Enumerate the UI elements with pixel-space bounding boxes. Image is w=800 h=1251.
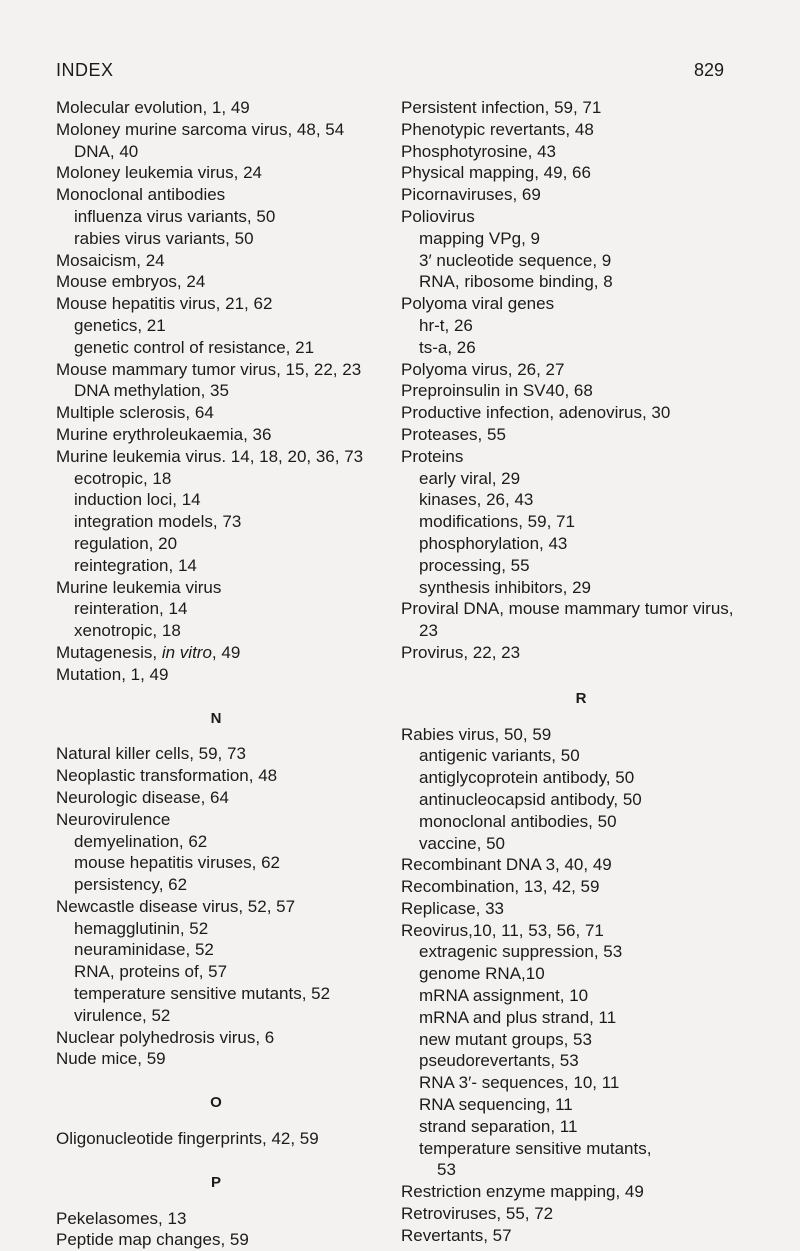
index-entry: Mouse embryos, 24 — [56, 272, 206, 292]
index-entry: Oligonucleotide fingerprints, 42, 59 — [56, 1129, 319, 1149]
index-entry: Newcastle disease virus, 52, 57 — [56, 896, 296, 916]
index-entry-provirus: Provirus, 22, 23 — [401, 642, 521, 662]
index-subentry: kinases, 26, 43 — [419, 490, 534, 510]
index-subentry: hemagglutinin, 52 — [74, 918, 209, 938]
index-subentry-temperature-mutants — [401, 1138, 761, 1182]
index-subentry: temperature sensitive mutants, 52 — [74, 984, 331, 1004]
index-entry: Recombinant DNA 3, 40, 49 — [401, 855, 612, 875]
entry-text: temperature sensitive mutants, — [419, 1138, 652, 1158]
index-subentry: DNA methylation, 35 — [74, 381, 229, 401]
index-subentry: hr-t, 26 — [419, 315, 473, 335]
index-entry: Retroviruses, 55, 72 — [401, 1204, 554, 1224]
index-entry: Preproinsulin in SV40, 68 — [401, 381, 593, 401]
entry-list — [56, 1208, 376, 1251]
index-entry: Proteins — [401, 446, 464, 466]
index-subentry: RNA sequencing, 11 — [419, 1095, 573, 1115]
index-subentry: influenza virus variants, 50 — [74, 206, 276, 226]
index-entry: Rabies virus, 50, 59 — [401, 724, 552, 744]
index-subentry: 3′ nucleotide sequence, 9 — [419, 250, 612, 270]
index-subentry: genetic control of resistance, 21 — [74, 337, 315, 357]
index-entry-mutagenesis — [56, 642, 376, 664]
index-entry: Murine leukemia virus. 14, 18, 20, 36, 73 — [56, 446, 364, 466]
index-entry: Recombination, 13, 42, 59 — [401, 877, 600, 897]
index-entry: Productive infection, adenovirus, 30 — [401, 403, 671, 423]
index-subentry: virulence, 52 — [74, 1005, 171, 1025]
index-entry: Proteases, 55 — [401, 424, 506, 444]
index-entry: Phenotypic revertants, 48 — [401, 119, 594, 139]
index-subentry: RNA 3′- sequences, 10, 11 — [419, 1073, 620, 1093]
index-entry: Moloney leukemia virus, 24 — [56, 163, 262, 183]
page-number: 829 — [693, 60, 724, 80]
index-entry: Multiple sclerosis, 64 — [56, 403, 214, 423]
index-entry: Molecular evolution, 1, 49 — [56, 98, 250, 117]
index-subentry: neuraminidase, 52 — [74, 940, 214, 960]
index-entry: Mouse hepatitis virus, 21, 62 — [56, 294, 273, 314]
index-subentry: DNA, 40 — [74, 141, 139, 161]
running-title: INDEX — [56, 60, 114, 80]
index-subentry: ecotropic, 18 — [74, 468, 172, 488]
index-entry: Reovirus,10, 11, 53, 56, 71 — [401, 920, 604, 940]
section-letter-o: O — [210, 1094, 222, 1112]
entry-list — [401, 1181, 761, 1246]
index-subentry: mRNA and plus strand, 11 — [419, 1007, 617, 1027]
index-subentry: genome RNA,10 — [419, 964, 545, 984]
index-entry: Monoclonal antibodies — [56, 185, 226, 205]
index-subentry: new mutant groups, 53 — [419, 1029, 592, 1049]
index-entry: Phosphotyrosine, 43 — [401, 141, 556, 161]
section-letter-r: R — [575, 689, 587, 707]
index-subentry: antiglycoprotein antibody, 50 — [419, 768, 635, 788]
index-subentry: synthesis inhibitors, 29 — [419, 577, 591, 597]
entry-continuation: 23 — [419, 621, 438, 641]
index-subentry: mouse hepatitis viruses, 62 — [74, 853, 280, 873]
index-subentry: genetics, 21 — [74, 315, 166, 335]
index-entry: Moloney murine sarcoma virus, 48, 54 — [56, 119, 345, 139]
entry-text: Proviral DNA, mouse mammary tumor virus, — [401, 599, 734, 619]
index-subentry: mRNA assignment, 10 — [419, 986, 589, 1006]
index-subentry: modifications, 59, 71 — [419, 512, 575, 532]
index-subentry: ts-a, 26 — [419, 337, 476, 357]
index-subentry: phosphorylation, 43 — [419, 533, 568, 553]
index-column-left — [56, 97, 376, 1251]
entry-continuation: 53 — [437, 1160, 456, 1180]
index-entry-mutation: Mutation, 1, 49 — [56, 664, 169, 684]
entry-list — [401, 97, 761, 598]
index-subentry: monoclonal antibodies, 50 — [419, 811, 617, 831]
index-subentry: induction loci, 14 — [74, 490, 201, 510]
index-subentry: regulation, 20 — [74, 533, 178, 553]
index-subentry: vaccine, 50 — [419, 833, 505, 853]
index-entry: Nude mice, 59 — [56, 1049, 166, 1069]
index-entry: Restriction enzyme mapping, 49 — [401, 1182, 644, 1202]
index-entry: Revertants, 57 — [401, 1225, 512, 1245]
index-subentry: RNA, ribosome binding, 8 — [419, 272, 613, 292]
index-entry: Murine erythroleukaemia, 36 — [56, 424, 272, 444]
index-entry: Mosaicism, 24 — [56, 250, 165, 270]
index-subentry: processing, 55 — [419, 555, 530, 575]
index-entry: Polyoma viral genes — [401, 294, 555, 314]
entry-italic-text: in vitro — [161, 642, 212, 662]
entry-list — [56, 97, 376, 642]
index-column-right — [401, 97, 761, 1247]
index-subentry: reintegration, 14 — [74, 555, 197, 575]
entry-text: Mutagenesis, — [56, 642, 162, 662]
index-entry: Poliovirus — [401, 206, 475, 226]
index-subentry: persistency, 62 — [74, 875, 188, 895]
index-entry: Picornaviruses, 69 — [401, 185, 541, 205]
section-letter-n: N — [210, 709, 222, 727]
index-subentry: rabies virus variants, 50 — [74, 228, 254, 248]
entry-list — [401, 724, 761, 1138]
index-subentry: RNA, proteins of, 57 — [74, 962, 228, 982]
index-subentry: pseudorevertants, 53 — [419, 1051, 579, 1071]
index-subentry: reinteration, 14 — [74, 599, 188, 619]
index-subentry: integration models, 73 — [74, 512, 242, 532]
entry-list — [56, 1128, 376, 1150]
index-subentry: strand separation, 11 — [419, 1116, 578, 1136]
index-entry-proviral-dna — [401, 598, 761, 642]
index-subentry: mapping VPg, 9 — [419, 228, 540, 248]
index-entry: Neoplastic transformation, 48 — [56, 766, 278, 786]
index-entry: Peptide map changes, 59 — [56, 1230, 249, 1250]
index-entry: Neurologic disease, 64 — [56, 787, 229, 807]
index-subentry: xenotropic, 18 — [74, 621, 181, 641]
index-entry: Murine leukemia virus — [56, 577, 222, 597]
index-entry: Neurovirulence — [56, 809, 171, 829]
page-header — [56, 60, 724, 88]
index-entry: Nuclear polyhedrosis virus, 6 — [56, 1027, 275, 1047]
index-entry: Physical mapping, 49, 66 — [401, 163, 591, 183]
index-subentry: extragenic suppression, 53 — [419, 942, 623, 962]
index-entry: Persistent infection, 59, 71 — [401, 98, 602, 117]
index-entry: Pekelasomes, 13 — [56, 1208, 187, 1228]
index-entry: Natural killer cells, 59, 73 — [56, 744, 246, 764]
index-subentry: demyelination, 62 — [74, 831, 208, 851]
index-subentry: antigenic variants, 50 — [419, 746, 580, 766]
index-subentry: early viral, 29 — [419, 468, 521, 488]
index-entry: Replicase, 33 — [401, 898, 505, 918]
entry-list — [56, 743, 376, 1070]
index-entry: Polyoma virus, 26, 27 — [401, 359, 565, 379]
index-subentry: antinucleocapsid antibody, 50 — [419, 789, 642, 809]
index-entry: Mouse mammary tumor virus, 15, 22, 23 — [56, 359, 362, 379]
section-letter-p: P — [210, 1173, 221, 1191]
entry-text: , 49 — [211, 642, 241, 662]
